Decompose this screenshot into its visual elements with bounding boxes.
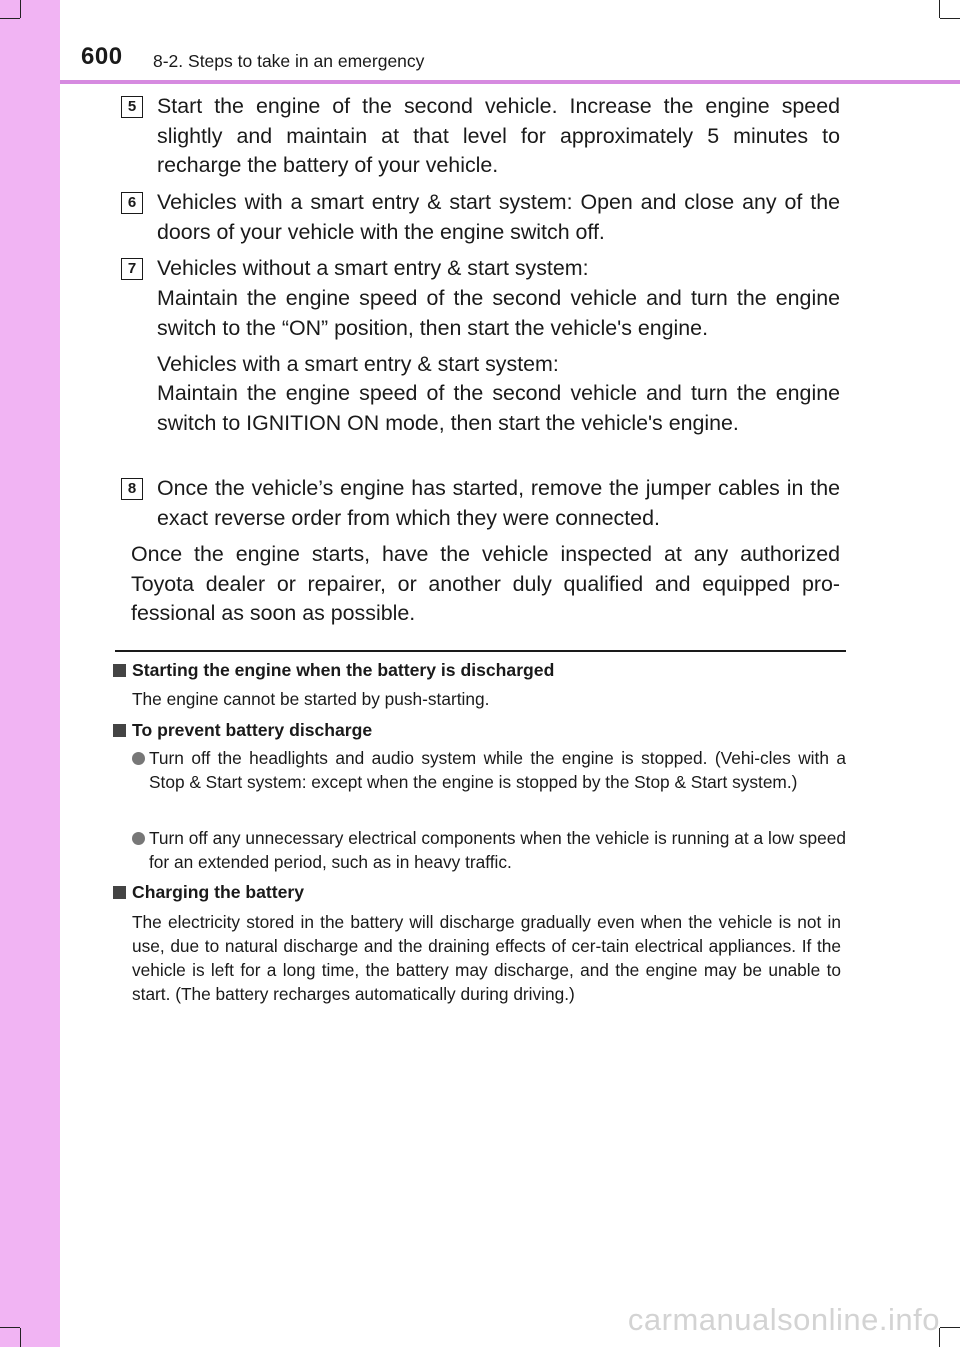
crop-mark [939, 0, 940, 18]
note-heading [113, 660, 554, 681]
round-bullet-icon [132, 832, 145, 845]
step-text: Start the engine of the second vehicle. Increase the engine speed slightly and maintain at that level for approximately 5 minutes to recharge the battery of your vehicle. [157, 94, 840, 178]
watermark: carmanualsonline.info [627, 1302, 940, 1337]
step-text: Maintain the engine speed of the second vehicle and turn the engine switch to IGNITION ON mode, then start the vehicle's engine. [157, 381, 840, 435]
page-sidebar [0, 0, 60, 1347]
crop-mark [20, 1328, 21, 1347]
note-text: The engine cannot be started by push-starting. [132, 689, 490, 709]
step-text: Maintain the engine speed of the second vehicle and turn the engine switch to the “ON” position, then start the vehicle's engine. [157, 286, 840, 340]
section-divider [115, 650, 846, 652]
step-number-badge: 7 [121, 258, 143, 280]
crop-mark [0, 18, 20, 19]
square-bullet-icon [113, 664, 126, 677]
note-heading [113, 720, 372, 741]
step-number-badge: 6 [121, 192, 143, 214]
crop-mark [20, 0, 21, 18]
crop-mark [0, 1327, 20, 1328]
note-text: The electricity stored in the battery will discharge gradually even when the vehicle is not in use, due to natural discharge and the draining effects of cer-tain electrical appliances. If the vehicle is left for a long time, the battery may discharge, and the engine may be unable to start. (The battery recharges automatically during driving.) [132, 912, 841, 1004]
step-number-badge: 8 [121, 478, 143, 500]
step-text: Vehicles with a smart entry & start system: Open and close any of the doors of your vehicle with the engine switch off. [157, 190, 840, 244]
step-text: Once the vehicle’s engine has started, remove the jumper cables in the exact reverse order from which they were connected. [157, 476, 840, 530]
page-number: 600 [81, 43, 123, 70]
round-bullet-icon [132, 752, 145, 765]
bullet-text: Turn off any unnecessary electrical components when the vehicle is running at a low speed for an extended period, such as in heavy traffic. [149, 828, 846, 872]
step-text: Vehicles with a smart entry & start system: [157, 352, 559, 376]
note-heading-text: Charging the battery [132, 882, 305, 902]
note-heading [113, 882, 304, 903]
closing-paragraph: Once the engine starts, have the vehicle inspected at any authorized Toyota dealer or repairer, or another duly qualified and equipped pro-fessional as soon as possible. [131, 542, 840, 626]
header-rule [60, 80, 960, 84]
step-number-badge: 5 [121, 96, 143, 118]
crop-mark [940, 1327, 960, 1328]
note-heading-text: To prevent battery discharge [132, 720, 373, 740]
bullet-text: Turn off the headlights and audio system while the engine is stopped. (Vehi-cles with a Stop & Start system: except when the engine is stopped by the Stop & Start system.) [149, 748, 846, 792]
step-text: Vehicles without a smart entry & start system: [157, 256, 589, 280]
note-heading-text: Starting the engine when the battery is discharged [132, 660, 555, 680]
square-bullet-icon [113, 724, 126, 737]
crop-mark [940, 18, 960, 19]
section-title: 8-2. Steps to take in an emergency [153, 51, 425, 71]
square-bullet-icon [113, 886, 126, 899]
